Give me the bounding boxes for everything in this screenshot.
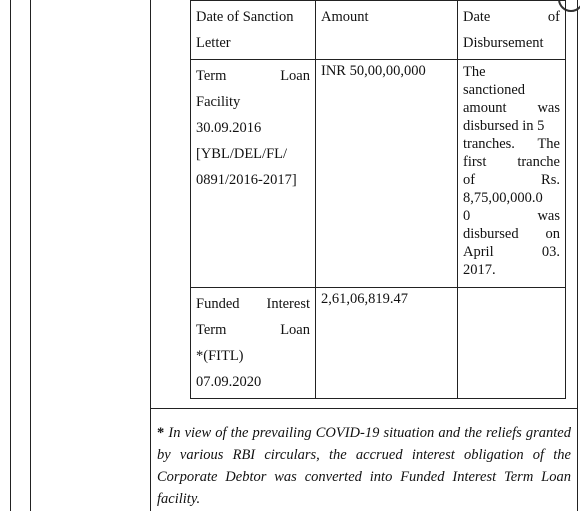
row2-disbursement-cell (458, 288, 566, 399)
header-disbursement-line2: Disbursement (463, 35, 544, 51)
outer-column-divider-2 (150, 0, 151, 511)
row2-word-funded: Funded (196, 296, 240, 312)
table-header-row (191, 1, 566, 60)
row1-disb-line: April 03. (463, 244, 560, 260)
header-disb-word-of: of (547, 9, 560, 25)
row1-disb-line: disbursed on (463, 226, 560, 242)
row1-disb-line: 0 was (463, 208, 560, 224)
header-sanction-line2: Letter (196, 35, 231, 51)
header-disbursement-cell (458, 1, 566, 60)
row1-amount-cell (316, 60, 458, 288)
footnote-star: * (157, 425, 165, 441)
header-sanction-line1: Date of Sanction (196, 9, 294, 25)
outer-border-right (577, 0, 578, 511)
header-amount: Amount (321, 9, 369, 25)
loan-table (190, 0, 566, 399)
footnote-text: In view of the prevailing COVID-19 situation and the reliefs granted by various RBI circulars, the accrued interest obligation of the Corporate Debtor was converted into Funded Interest Term Loan facility. (157, 425, 571, 507)
row1-disb-line: tranches. The (463, 136, 560, 152)
row2-facility-date: 07.09.2020 (196, 374, 262, 390)
row1-facility-line1 (196, 63, 310, 89)
row1-facility-line2: Facility (196, 94, 241, 110)
row2-word-interest: Interest (266, 296, 310, 312)
header-sanction-cell (191, 1, 316, 60)
row1-disb-line: sanctioned (463, 82, 526, 98)
row2-word-loan: Loan (280, 322, 310, 338)
row1-facility-date: 30.09.2016 (196, 120, 262, 136)
row1-disb-line: of Rs. (463, 172, 560, 188)
row2-word-term: Term (196, 322, 227, 338)
row1-disbursement-text (463, 63, 560, 279)
row1-amount: INR 50,00,00,000 (321, 63, 426, 79)
row1-word-loan: Loan (280, 68, 310, 84)
row1-disb-line: 2017. (463, 262, 496, 278)
row2-amount-cell (316, 288, 458, 399)
row2-facility-line3: *(FITL) (196, 348, 244, 364)
row2-facility-cell (191, 288, 316, 399)
header-disbursement-line1 (463, 4, 560, 30)
header-amount-cell (316, 1, 458, 60)
row2-amount: 2,61,06,819.47 (321, 291, 408, 307)
table-row (191, 60, 566, 288)
row2-facility-line1 (196, 291, 310, 317)
row1-disb-line: amount was (463, 100, 560, 116)
row1-disb-line: disbursed in 5 (463, 118, 545, 134)
row1-facility-ref1: [YBL/DEL/FL/ (196, 146, 288, 162)
table-row (191, 288, 566, 399)
row1-disb-line: 8,75,00,000.0 (463, 190, 543, 206)
row1-facility-ref2: 0891/2016-2017] (196, 172, 297, 188)
header-disb-word-date: Date (463, 9, 491, 25)
row2-facility-line2 (196, 317, 310, 343)
row1-disb-line: The (463, 64, 486, 80)
footnote (157, 422, 571, 510)
row1-facility-cell (191, 60, 316, 288)
row1-disbursement-cell (458, 60, 566, 288)
outer-border-left (10, 0, 11, 511)
outer-column-divider-1 (30, 0, 31, 511)
section-divider (150, 408, 578, 409)
row1-word-term: Term (196, 68, 227, 84)
row1-disb-line: first tranche (463, 154, 560, 170)
